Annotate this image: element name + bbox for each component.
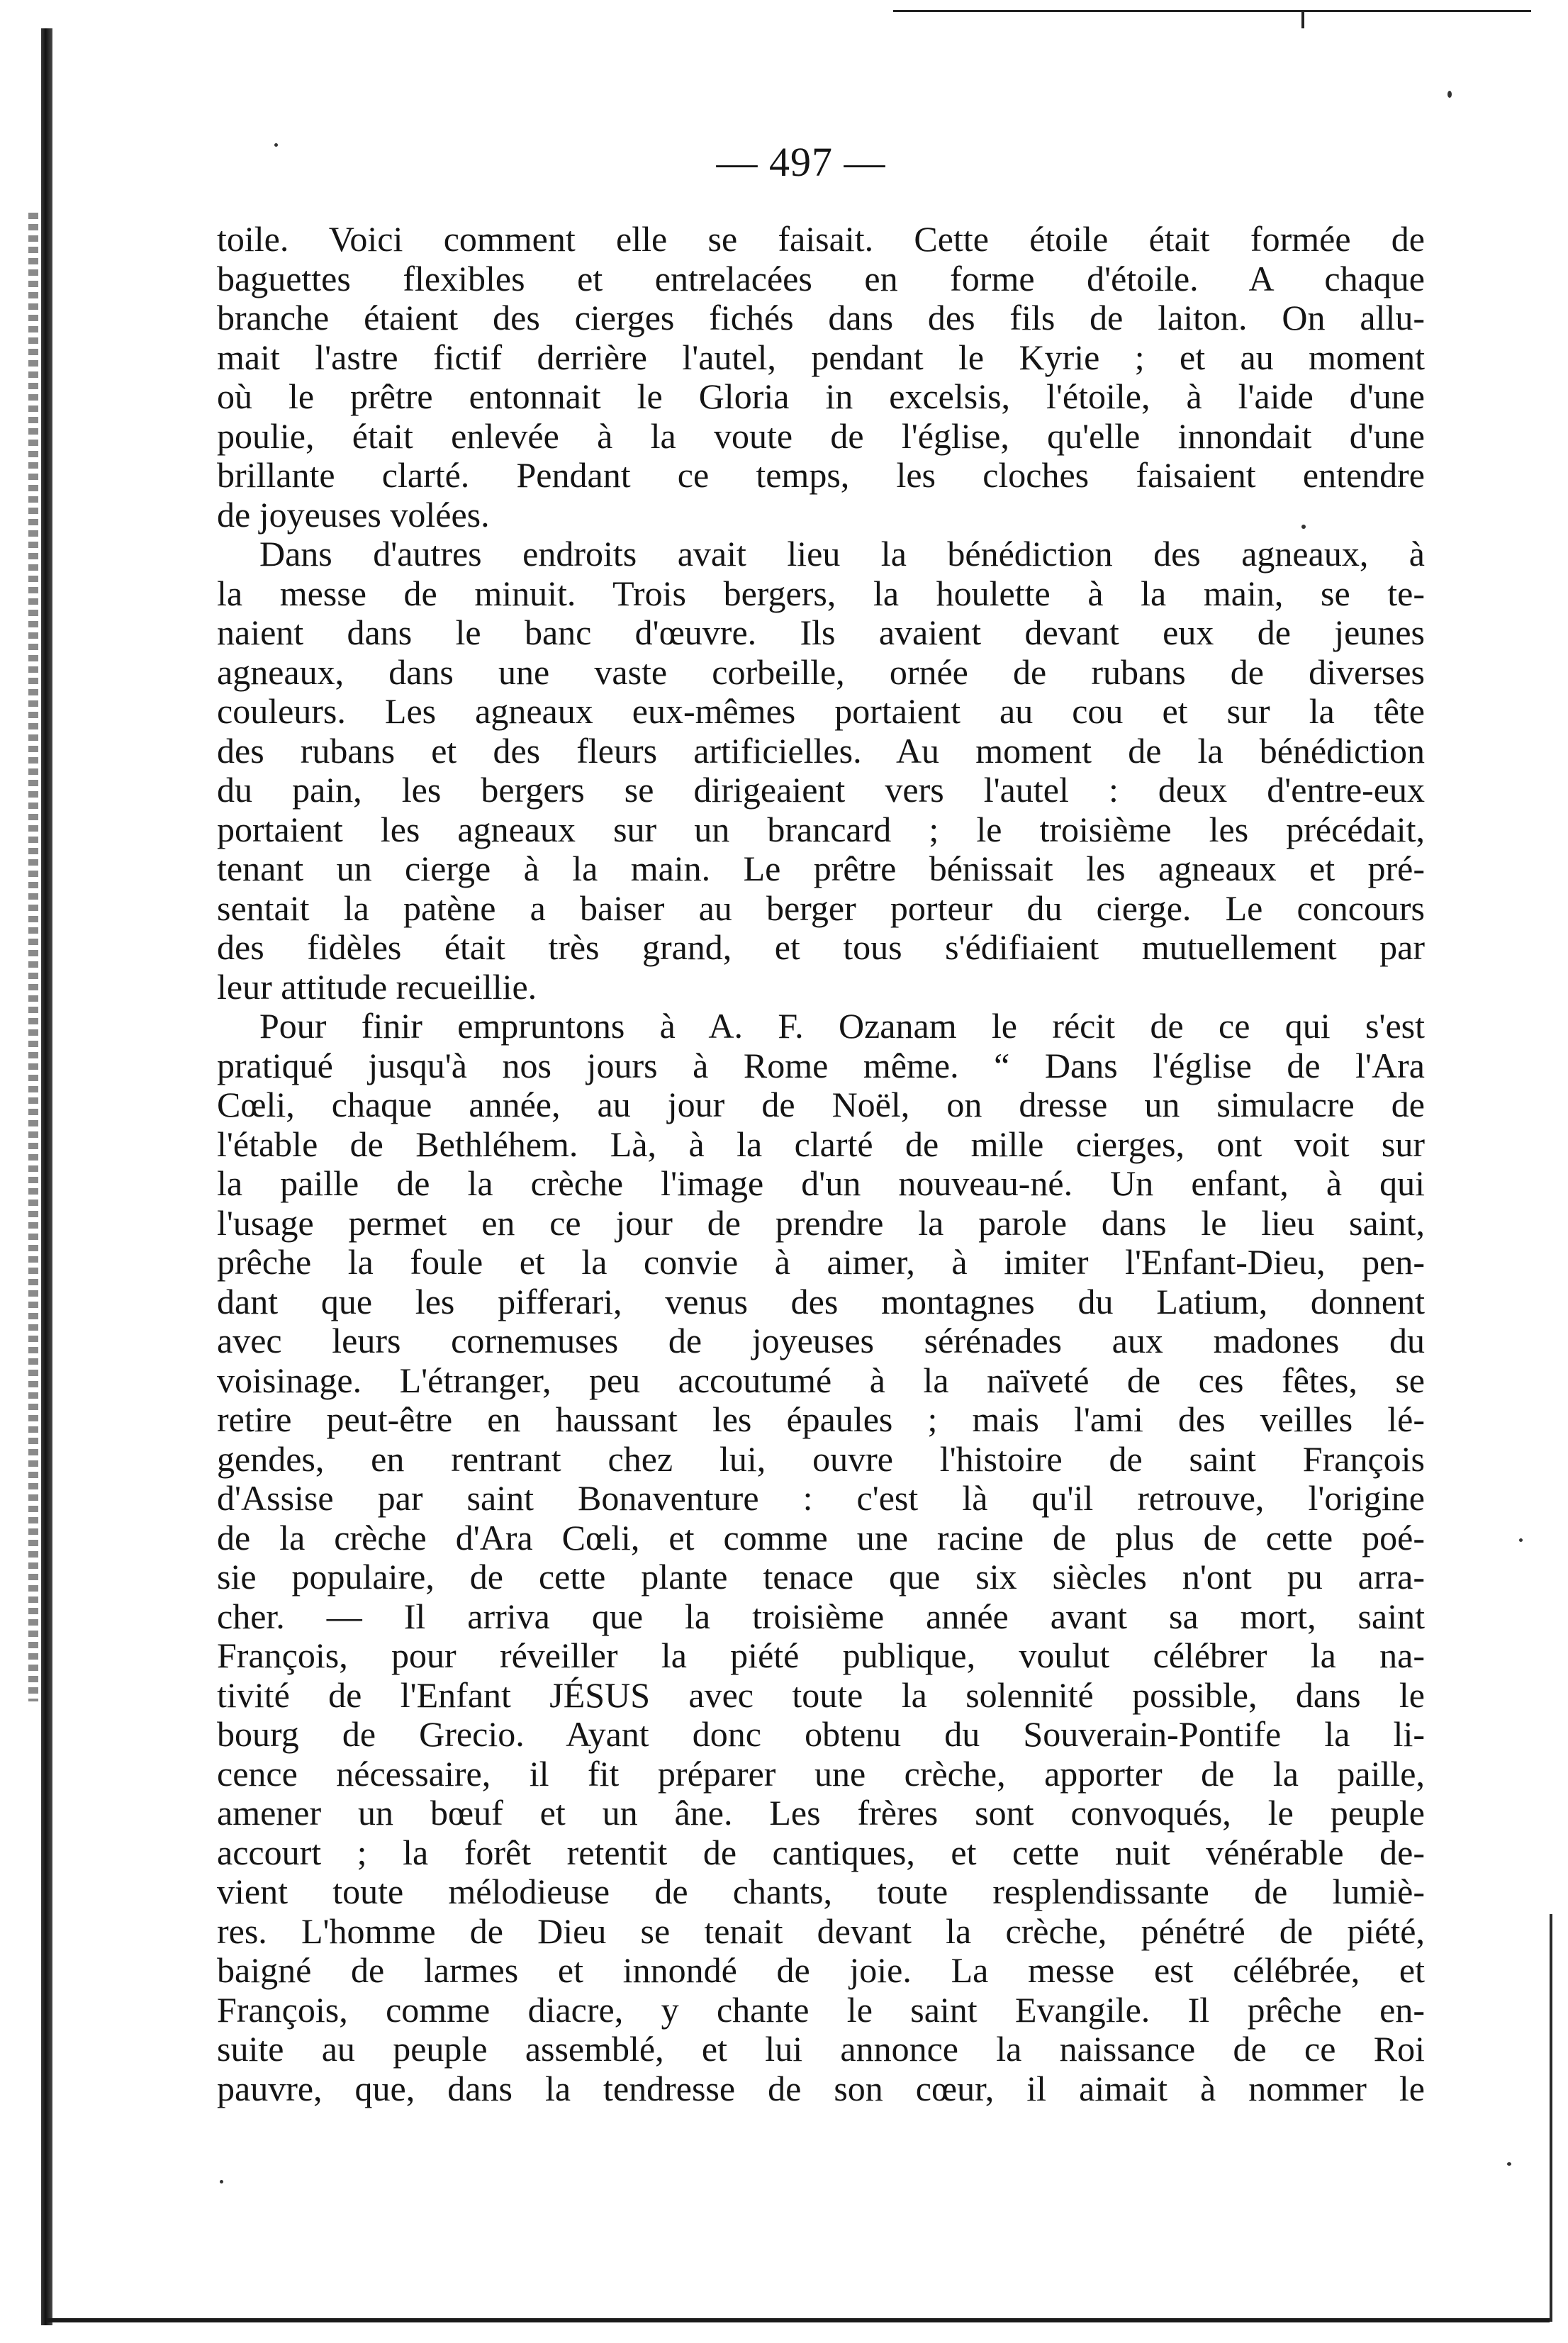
text-line: mait l'astre fictif derrière l'autel, pendant le Kyrie ; et au moment [217, 337, 1425, 377]
text-line: toile. Voici comment elle se faisait. Cette étoile était formée de [217, 219, 1425, 259]
text-line: Cœli, chaque année, au jour de Noël, on dresse un simulacre de [217, 1085, 1425, 1124]
text-line: pratiqué jusqu'à nos jours à Rome même. “ Dans l'église de l'Ara [217, 1045, 1425, 1085]
binding-noise [28, 213, 38, 1701]
text-line: prêche la foule et la convie à aimer, à imiter l'Enfant-Dieu, pen- [217, 1242, 1425, 1282]
text-line: où le prêtre entonnait le Gloria in excelsis, l'étoile, à l'aide d'une [217, 376, 1425, 416]
text-line: sentait la patène a baiser au berger porteur du cierge. Le concours [217, 888, 1425, 928]
text-line: voisinage. L'étranger, peu accoutumé à la naïveté de ces fêtes, se [217, 1360, 1425, 1400]
text-line: Dans d'autres endroits avait lieu la bénédiction des agneaux, à [259, 534, 1425, 574]
text-line: des fidèles était très grand, et tous s'édifiaient mutuellement par [217, 927, 1425, 967]
text-line: baguettes flexibles et entrelacées en forme d'étoile. A chaque [217, 258, 1425, 298]
body-text [217, 220, 1425, 2108]
text-line: res. L'homme de Dieu se tenait devant la crèche, pénétré de piété, [217, 1911, 1425, 1951]
text-line: amener un bœuf et un âne. Les frères sont convoqués, le peuple [217, 1793, 1425, 1833]
text-line: de joyeuses volées. [217, 494, 490, 535]
text-line: gendes, en rentrant chez lui, ouvre l'histoire de saint François [217, 1438, 1425, 1479]
text-line: Pour finir empruntons à A. F. Ozanam le récit de ce qui s'est [259, 1006, 1425, 1046]
text-line: sie populaire, de cette plante tenace que six siècles n'ont pu arra- [217, 1557, 1425, 1597]
text-line: retire peut-être en haussant les épaules ; mais l'ami des veilles lé- [217, 1399, 1425, 1439]
text-line: du pain, les bergers se dirigeaient vers l'autel : deux d'entre-eux [217, 770, 1425, 810]
text-line: cher. — Il arriva que la troisième année avant sa mort, saint [217, 1596, 1425, 1636]
text-line: vient toute mélodieuse de chants, toute resplendissante de lumiè- [217, 1872, 1425, 1911]
text-line: suite au peuple assemblé, et lui annonce la naissance de ce Roi [217, 2029, 1425, 2069]
text-line: portaient les agneaux sur un brancard ; le troisième les précédait, [217, 809, 1425, 849]
text-line: branche étaient des cierges fichés dans des fils de laiton. On allu- [217, 298, 1425, 337]
text-line: naient dans le banc d'œuvre. Ils avaient devant eux de jeunes [217, 613, 1425, 652]
text-line: tenant un cierge à la main. Le prêtre bénissait les agneaux et pré- [217, 849, 1425, 888]
text-line: d'Assise par saint Bonaventure : c'est là qu'il retrouve, l'origine [217, 1478, 1425, 1518]
scan-speck [1519, 1538, 1523, 1542]
text-line: avec leurs cornemuses de joyeuses sérénades aux madones du [217, 1321, 1425, 1360]
text-line: pauvre, que, dans la tendresse de son cœur, il aimait à nommer le [217, 2068, 1425, 2108]
text-line: la paille de la crèche l'image d'un nouveau-né. Un enfant, à qui [217, 1163, 1425, 1203]
text-line: accourt ; la forêt retentit de cantiques, et cette nuit vénérable de- [217, 1832, 1425, 1872]
right-edge-line [1550, 1914, 1552, 2322]
text-line: de la crèche d'Ara Cœli, et comme une racine de plus de cette poé- [217, 1517, 1425, 1558]
text-line: des rubans et des fleurs artificielles. Au moment de la bénédiction [217, 730, 1425, 771]
text-line: couleurs. Les agneaux eux-mêmes portaient au cou et sur la tête [217, 691, 1425, 731]
text-line: cence nécessaire, il fit préparer une crèche, apporter de la paille, [217, 1753, 1425, 1794]
text-line: François, pour réveiller la piété publique, voulut célébrer la na- [217, 1635, 1425, 1675]
text-line: la messe de minuit. Trois bergers, la houlette à la main, se te- [217, 573, 1425, 613]
text-line: bourg de Grecio. Ayant donc obtenu du Souverain-Pontife la li- [217, 1714, 1425, 1754]
bottom-edge-line [47, 2318, 1550, 2322]
top-edge-tick [1301, 10, 1304, 28]
text-line: brillante clarté. Pendant ce temps, les cloches faisaient entendre [217, 455, 1425, 495]
text-line: l'étable de Bethléhem. Là, à la clarté de mille cierges, ont voit sur [217, 1124, 1425, 1164]
text-line: tivité de l'Enfant JÉSUS avec toute la solennité possible, dans le [217, 1674, 1425, 1715]
page-number: — 497 — [716, 139, 886, 185]
binding-edge [41, 28, 52, 2325]
text-line: agneaux, dans une vaste corbeille, ornée de rubans de diverses [217, 652, 1425, 692]
text-line: François, comme diacre, y chante le saint Evangile. Il prêche en- [217, 1989, 1425, 2030]
text-line: poulie, était enlevée à la voute de l'église, qu'elle innondait d'une [217, 415, 1425, 456]
top-edge-line [893, 10, 1531, 12]
scan-speck [1447, 91, 1452, 98]
scan-speck [1507, 2162, 1511, 2166]
text-line: leur attitude recueillie. [217, 966, 537, 1007]
text-line: l'usage permet en ce jour de prendre la parole dans le lieu saint, [217, 1202, 1425, 1243]
scan-speck [220, 2180, 223, 2183]
text-line: baigné de larmes et innondé de joie. La messe est célébrée, et [217, 1950, 1425, 1990]
text-line: dant que les pifferari, venus des montagnes du Latium, donnent [217, 1281, 1425, 1321]
scan-speck [274, 143, 278, 147]
